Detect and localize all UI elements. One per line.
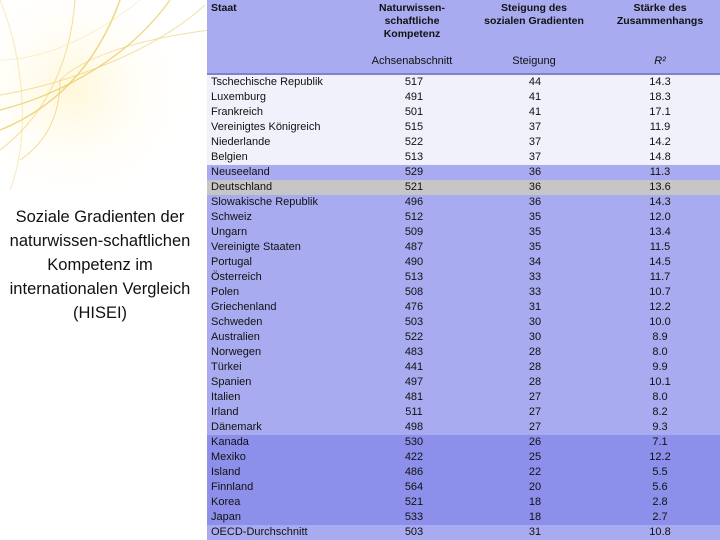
r2-cell: 2.7	[652, 511, 668, 523]
score-cell: 496	[404, 196, 424, 208]
table-row	[207, 330, 720, 345]
score-cell: 422	[404, 451, 424, 463]
table-row	[207, 180, 720, 195]
table-row	[207, 510, 720, 525]
table-row	[207, 285, 720, 300]
table-row	[207, 345, 720, 360]
score-cell: 530	[404, 436, 424, 448]
slope-cell: 33	[528, 271, 542, 283]
r2-cell: 11.5	[649, 241, 671, 253]
table-header	[207, 0, 720, 74]
r2-cell: 14.2	[649, 136, 671, 148]
r2-cell: 13.4	[649, 226, 671, 238]
slope-cell: 34	[528, 256, 542, 268]
table-row	[207, 435, 720, 450]
country-cell: Tschechische Republik	[211, 76, 323, 88]
country-cell: Polen	[211, 286, 240, 298]
country-cell: Ungarn	[211, 226, 248, 238]
score-cell: 503	[404, 316, 424, 328]
slope-cell: 18	[528, 511, 542, 523]
subheader-slope: Steigung	[512, 55, 556, 67]
table-row	[207, 255, 720, 270]
table-row	[207, 360, 720, 375]
slope-cell: 37	[528, 121, 542, 133]
table-row	[207, 390, 720, 405]
r2-cell: 2.8	[652, 496, 668, 508]
r2-cell: 11.7	[649, 271, 671, 283]
country-cell: Niederlande	[211, 136, 271, 148]
r2-cell: 8.0	[652, 391, 668, 403]
score-cell: 509	[404, 226, 424, 238]
r2-cell: 5.5	[652, 466, 668, 478]
r2-cell: 8.9	[652, 331, 668, 343]
score-cell: 483	[404, 346, 424, 358]
country-cell: Spanien	[211, 376, 252, 388]
slope-cell: 35	[528, 241, 542, 253]
slope-cell: 26	[528, 436, 542, 448]
score-cell: 481	[404, 391, 424, 403]
table-row	[207, 480, 720, 495]
country-cell: Vereinigtes Königreich	[211, 121, 321, 133]
r2-cell: 7.1	[652, 436, 668, 448]
slope-cell: 37	[528, 136, 542, 148]
table-row	[207, 165, 720, 180]
r2-cell: 14.3	[649, 76, 671, 88]
r2-cell: 17.1	[649, 106, 671, 118]
subheader-strength: R²	[654, 55, 666, 67]
r2-cell: 10.1	[649, 376, 671, 388]
table-row	[207, 150, 720, 165]
r2-cell: 10.0	[649, 316, 671, 328]
score-cell: 522	[404, 331, 424, 343]
table-row	[207, 420, 720, 435]
score-cell: 498	[404, 421, 424, 433]
slope-cell: 30	[528, 316, 542, 328]
slope-cell: 31	[528, 301, 542, 313]
country-cell: Irland	[211, 406, 239, 418]
country-cell: Norwegen	[211, 346, 262, 358]
score-cell: 521	[404, 496, 424, 508]
country-cell: Korea	[211, 496, 241, 508]
slope-cell: 27	[528, 406, 542, 418]
r2-cell: 12.2	[649, 301, 671, 313]
country-cell: Kanada	[211, 436, 249, 448]
country-cell: Australien	[211, 331, 260, 343]
slope-cell: 36	[528, 181, 542, 193]
table-row	[207, 90, 720, 105]
table-row	[207, 120, 720, 135]
score-cell: 497	[404, 376, 424, 388]
table-row	[207, 75, 720, 90]
country-cell: Schweiz	[211, 211, 252, 223]
table-row	[207, 375, 720, 390]
score-cell: 441	[404, 361, 424, 373]
score-cell: 490	[404, 256, 424, 268]
score-cell: 564	[404, 481, 424, 493]
slope-cell: 37	[528, 151, 542, 163]
table-row	[207, 315, 720, 330]
r2-cell: 14.5	[649, 256, 671, 268]
score-cell: 517	[404, 76, 424, 88]
country-cell: Slowakische Republik	[211, 196, 318, 208]
slope-cell: 31	[528, 526, 542, 538]
score-cell: 522	[404, 136, 424, 148]
slope-cell: 22	[528, 466, 542, 478]
r2-cell: 14.8	[649, 151, 671, 163]
country-cell: Mexiko	[211, 451, 246, 463]
table-row	[207, 525, 720, 540]
score-cell: 503	[404, 526, 424, 538]
score-cell: 511	[405, 406, 423, 418]
r2-cell: 11.3	[649, 166, 671, 178]
country-cell: Schweden	[211, 316, 263, 328]
table-row	[207, 300, 720, 315]
country-cell: Türkei	[211, 361, 242, 373]
table-row	[207, 465, 720, 480]
r2-cell: 10.7	[649, 286, 671, 298]
r2-cell: 8.0	[652, 346, 668, 358]
slide-caption: Soziale Gradienten der naturwissen-schaftlichen Kompetenz im internationalen Vergleich (HISEI)	[9, 208, 191, 322]
table-row	[207, 405, 720, 420]
slope-cell: 41	[528, 106, 542, 118]
r2-cell: 12.0	[649, 211, 671, 223]
country-cell: OECD-Durchschnitt	[211, 526, 308, 538]
r2-cell: 9.3	[652, 421, 668, 433]
slope-cell: 20	[528, 481, 542, 493]
score-cell: 533	[404, 511, 424, 523]
table-row	[207, 105, 720, 120]
slope-cell: 30	[528, 331, 542, 343]
results-table	[207, 0, 720, 540]
table-row	[207, 495, 720, 510]
slope-cell: 28	[528, 361, 542, 373]
table-row	[207, 225, 720, 240]
gold-swirl-decoration	[0, 0, 210, 200]
header-strength: Stärke des Zusammenhangs	[616, 2, 704, 27]
country-cell: Frankreich	[211, 106, 263, 118]
score-cell: 487	[404, 241, 424, 253]
score-cell: 512	[404, 211, 424, 223]
table-row	[207, 195, 720, 210]
score-cell: 513	[404, 271, 424, 283]
score-cell: 515	[404, 121, 424, 133]
score-cell: 476	[404, 301, 424, 313]
score-cell: 491	[404, 91, 424, 103]
slope-cell: 33	[528, 286, 542, 298]
country-cell: Luxemburg	[211, 91, 267, 103]
r2-cell: 18.3	[649, 91, 671, 103]
r2-cell: 11.9	[649, 121, 671, 133]
slope-cell: 36	[528, 166, 542, 178]
score-cell: 508	[404, 286, 424, 298]
r2-cell: 10.8	[649, 526, 671, 538]
slope-cell: 28	[528, 346, 542, 358]
country-cell: Finnland	[211, 481, 254, 493]
r2-cell: 14.3	[649, 196, 671, 208]
slope-cell: 41	[528, 91, 542, 103]
slope-cell: 18	[528, 496, 542, 508]
r2-cell: 8.2	[652, 406, 668, 418]
header-score: Naturwissen- schaftliche Kompetenz	[379, 2, 445, 40]
country-cell: Island	[211, 466, 241, 478]
country-cell: Griechenland	[211, 301, 277, 313]
table-row	[207, 240, 720, 255]
subheader-score: Achsenabschnitt	[371, 55, 453, 67]
table-row	[207, 270, 720, 285]
slope-cell: 35	[528, 226, 542, 238]
country-cell: Japan	[211, 511, 241, 523]
score-cell: 521	[404, 181, 424, 193]
header-country: Staat	[211, 2, 237, 14]
country-cell: Österreich	[211, 271, 262, 283]
r2-cell: 9.9	[652, 361, 668, 373]
score-cell: 501	[404, 106, 424, 118]
score-cell: 529	[404, 166, 424, 178]
r2-cell: 5.6	[652, 481, 668, 493]
r2-cell: 13.6	[649, 181, 671, 193]
slope-cell: 36	[528, 196, 542, 208]
slope-cell: 25	[528, 451, 542, 463]
table-body	[207, 75, 720, 540]
country-cell: Belgien	[211, 151, 248, 163]
table-row	[207, 210, 720, 225]
country-cell: Portugal	[211, 256, 252, 268]
country-cell: Neuseeland	[211, 166, 270, 178]
header-slope: Steigung des sozialen Gradienten	[484, 2, 584, 27]
country-cell: Vereinigte Staaten	[211, 241, 301, 253]
country-cell: Deutschland	[211, 181, 273, 193]
slope-cell: 27	[528, 421, 542, 433]
table-row	[207, 135, 720, 150]
slope-cell: 35	[528, 211, 542, 223]
slope-cell: 28	[528, 376, 542, 388]
slope-cell: 27	[528, 391, 542, 403]
r2-cell: 12.2	[649, 451, 671, 463]
slope-cell: 44	[528, 76, 542, 88]
country-cell: Italien	[211, 391, 241, 403]
table-row	[207, 450, 720, 465]
score-cell: 486	[404, 466, 424, 478]
country-cell: Dänemark	[211, 421, 262, 433]
score-cell: 513	[404, 151, 424, 163]
